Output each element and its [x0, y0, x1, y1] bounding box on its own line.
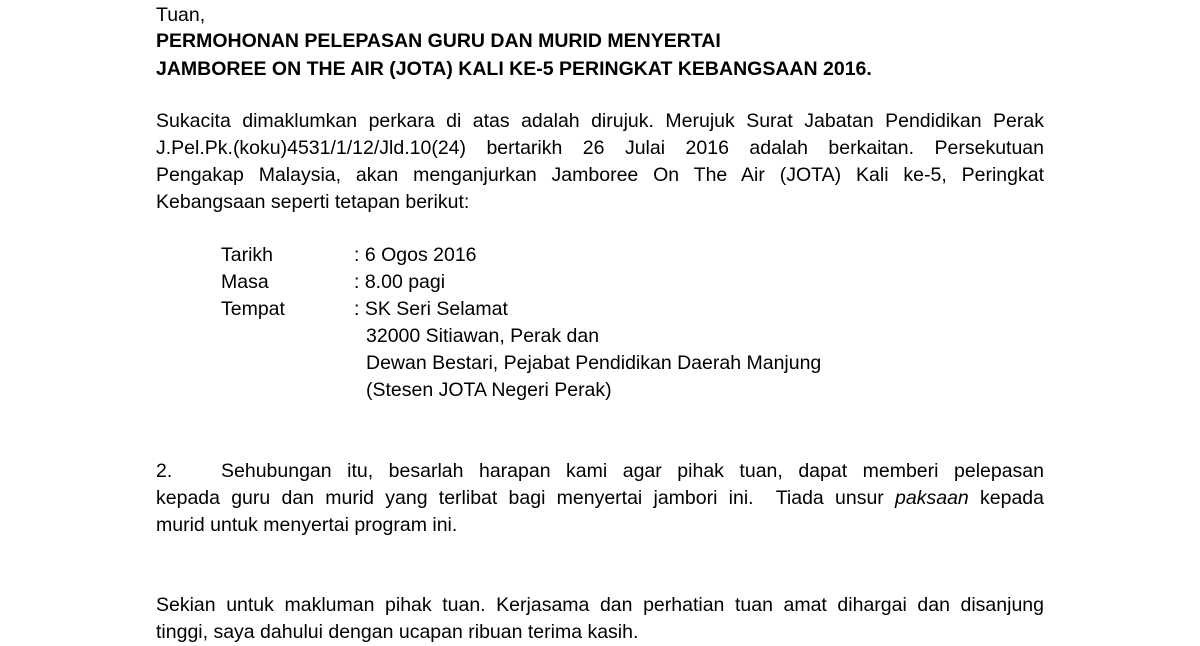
detail-masa-label: Masa	[221, 271, 269, 293]
para2-line-1: Sehubungan itu, besarlah harapan kami agar pihak tuan, dapat memberi pelepasan	[221, 460, 1044, 482]
para2-number: 2.	[156, 460, 173, 482]
para1-line-2: J.Pel.Pk.(koku)4531/1/12/Jld.10(24) bertarikh 26 Julai 2016 adalah berkaitan. Persekutuan	[156, 137, 1044, 159]
detail-tempat-line-4: (Stesen JOTA Negeri Perak)	[366, 379, 612, 401]
detail-tarikh-label: Tarikh	[221, 244, 274, 266]
detail-tempat-line-2: 32000 Sitiawan, Perak dan	[366, 325, 600, 347]
subject-line-1: PERMOHONAN PELEPASAN GURU DAN MURID MENYERTAI	[156, 30, 721, 52]
closing-line-1: Sekian untuk makluman pihak tuan. Kerjasama dan perhatian tuan amat dihargai dan disanjung	[156, 594, 1044, 616]
detail-tarikh-value: : 6 Ogos 2016	[354, 244, 477, 266]
para2-line-2: kepada guru dan murid yang terlibat bagi menyertai jambori ini. Tiada unsur paksaan kepada	[156, 487, 1044, 509]
para1-line-1: Sukacita dimaklumkan perkara di atas adalah dirujuk. Merujuk Surat Jabatan Pendidikan Perak	[156, 110, 1044, 132]
salutation: Tuan,	[156, 4, 206, 26]
detail-tempat-line-3: Dewan Bestari, Pejabat Pendidikan Daerah Manjung	[366, 352, 822, 374]
detail-masa-value: : 8.00 pagi	[354, 271, 446, 293]
para2-italic-word: paksaan	[895, 487, 969, 509]
detail-tempat-value: : SK Seri Selamat	[354, 298, 508, 320]
subject-line-2: JAMBOREE ON THE AIR (JOTA) KALI KE-5 PERINGKAT KEBANGSAAN 2016.	[156, 58, 872, 80]
para2-line-3: murid untuk menyertai program ini.	[156, 514, 458, 536]
detail-tempat-label: Tempat	[221, 298, 285, 320]
para1-line-3: Pengakap Malaysia, akan menganjurkan Jamboree On The Air (JOTA) Kali ke-5, Peringkat	[156, 164, 1044, 186]
closing-line-2: tinggi, saya dahului dengan ucapan ribuan terima kasih.	[156, 621, 639, 643]
para1-line-4: Kebangsaan seperti tetapan berikut:	[156, 191, 470, 213]
